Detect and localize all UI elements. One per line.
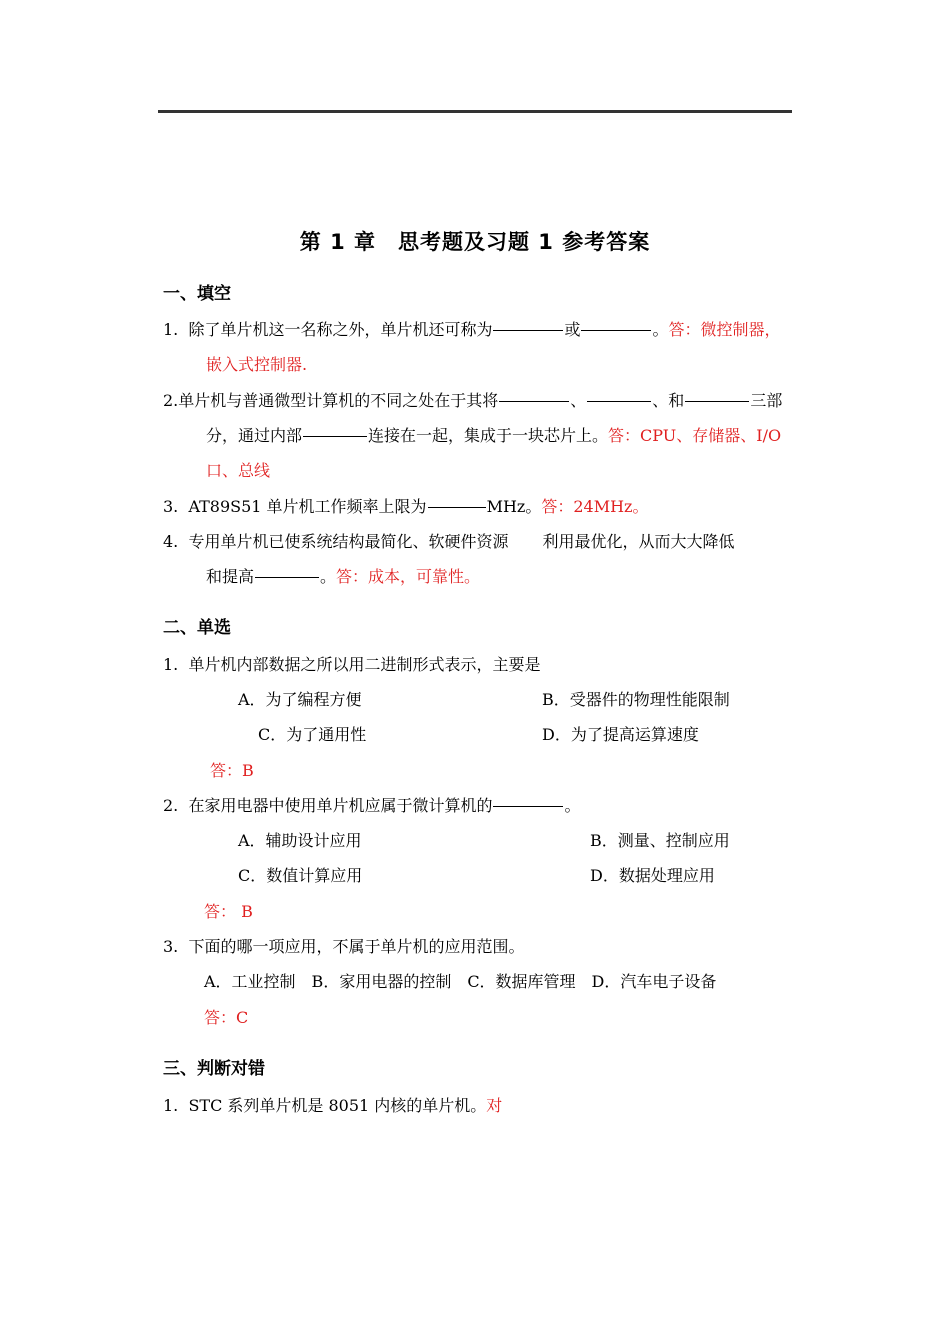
- fill-question-2-line2: [206, 426, 781, 446]
- question-text: 除了单片机这一名称之外，单片机还可称为: [188, 320, 493, 339]
- option-a: A．辅助设计应用: [238, 831, 362, 850]
- question-number: 3.: [163, 497, 179, 516]
- question-text: 。: [564, 796, 581, 815]
- question-number: 1.: [163, 655, 179, 674]
- question-text: 、和: [652, 391, 685, 410]
- question-text: 在家用电器中使用单片机应属于微计算机的: [188, 796, 493, 815]
- question-text: 、: [570, 391, 587, 410]
- answer-blank: [255, 577, 319, 578]
- question-number: 1.: [163, 1096, 179, 1115]
- question-text: 分，通过内部: [206, 426, 303, 445]
- header-rule: [158, 110, 792, 113]
- question-number: 2.: [163, 796, 179, 815]
- option-c: C．数值计算应用: [238, 866, 363, 885]
- answer-text: 答：24MHz。: [541, 497, 649, 516]
- option-b: B．受器件的物理性能限制: [542, 690, 730, 709]
- question-text: 连接在一起，集成于一块芯片上。: [368, 426, 609, 445]
- option-d: D．数据处理应用: [590, 866, 715, 885]
- fill-question-2-answer-cont: 口、总线: [206, 461, 271, 480]
- answer-text: 答：成本，可靠性。: [336, 567, 481, 586]
- fill-question-1-answer-cont: 嵌入式控制器.: [206, 355, 308, 374]
- question-text: 单片机内部数据之所以用二进制形式表示，主要是: [188, 655, 541, 674]
- answer-blank: [493, 806, 563, 807]
- question-number: 1.: [163, 320, 179, 339]
- answer-blank: [581, 330, 651, 331]
- answer-text: 答：CPU、存储器、I/O: [608, 426, 782, 445]
- fill-question-4: [163, 532, 734, 552]
- answer-blank: [428, 507, 486, 508]
- page-title: 第 1 章 思考题及习题 1 参考答案: [299, 230, 651, 254]
- option-b: B．测量、控制应用: [590, 831, 730, 850]
- single-question-2-answer: 答： B: [204, 902, 253, 921]
- option-c: C．为了通用性: [258, 725, 367, 744]
- answer-blank: [303, 436, 367, 437]
- option-a: A．为了编程方便: [238, 690, 362, 709]
- question-text: AT89S51 单片机工作频率上限为: [188, 497, 427, 516]
- single-question-3: [163, 937, 524, 957]
- judge-question-1: [163, 1096, 502, 1116]
- single-question-2: [163, 796, 580, 816]
- answer-text: 对: [486, 1096, 503, 1115]
- single-question-1: [163, 655, 540, 675]
- question-text: 专用单片机已使系统结构最简化、软硬件资源: [188, 532, 509, 551]
- section-heading-judge: 三、判断对错: [163, 1059, 265, 1079]
- question-text: MHz。: [486, 497, 542, 516]
- fill-question-4-line2: [206, 567, 480, 587]
- answer-blank: [587, 401, 651, 402]
- answer-blank: [493, 330, 563, 331]
- fill-question-3: [163, 497, 648, 517]
- question-text: 利用最优化，从而大大降低: [542, 532, 735, 551]
- question-text: 三部: [750, 391, 783, 410]
- fill-question-2: [163, 391, 782, 411]
- question-text: 或: [564, 320, 581, 339]
- single-question-3-answer: 答：C: [204, 1008, 249, 1027]
- single-question-3-options: A．工业控制 B．家用电器的控制 C．数据库管理 D．汽车电子设备: [204, 972, 717, 991]
- question-number: 4.: [163, 532, 179, 551]
- section-heading-single: 二、单选: [163, 618, 231, 638]
- section-heading-fill: 一、填空: [163, 284, 231, 304]
- question-text: 下面的哪一项应用，不属于单片机的应用范围。: [188, 937, 525, 956]
- question-number: 3.: [163, 937, 179, 956]
- question-text: 2.单片机与普通微型计算机的不同之处在于其将: [163, 391, 499, 410]
- question-text: 。: [320, 567, 337, 586]
- fill-question-1: [163, 320, 781, 340]
- option-d: D．为了提高运算速度: [542, 725, 699, 744]
- answer-text: 答：微控制器，: [668, 320, 781, 339]
- question-text: 和提高: [206, 567, 255, 586]
- answer-blank: [685, 401, 749, 402]
- question-text: STC 系列单片机是 8051 内核的单片机。: [188, 1096, 487, 1115]
- answer-blank: [499, 401, 569, 402]
- question-text: 。: [652, 320, 669, 339]
- single-question-1-answer: 答：B: [210, 761, 254, 780]
